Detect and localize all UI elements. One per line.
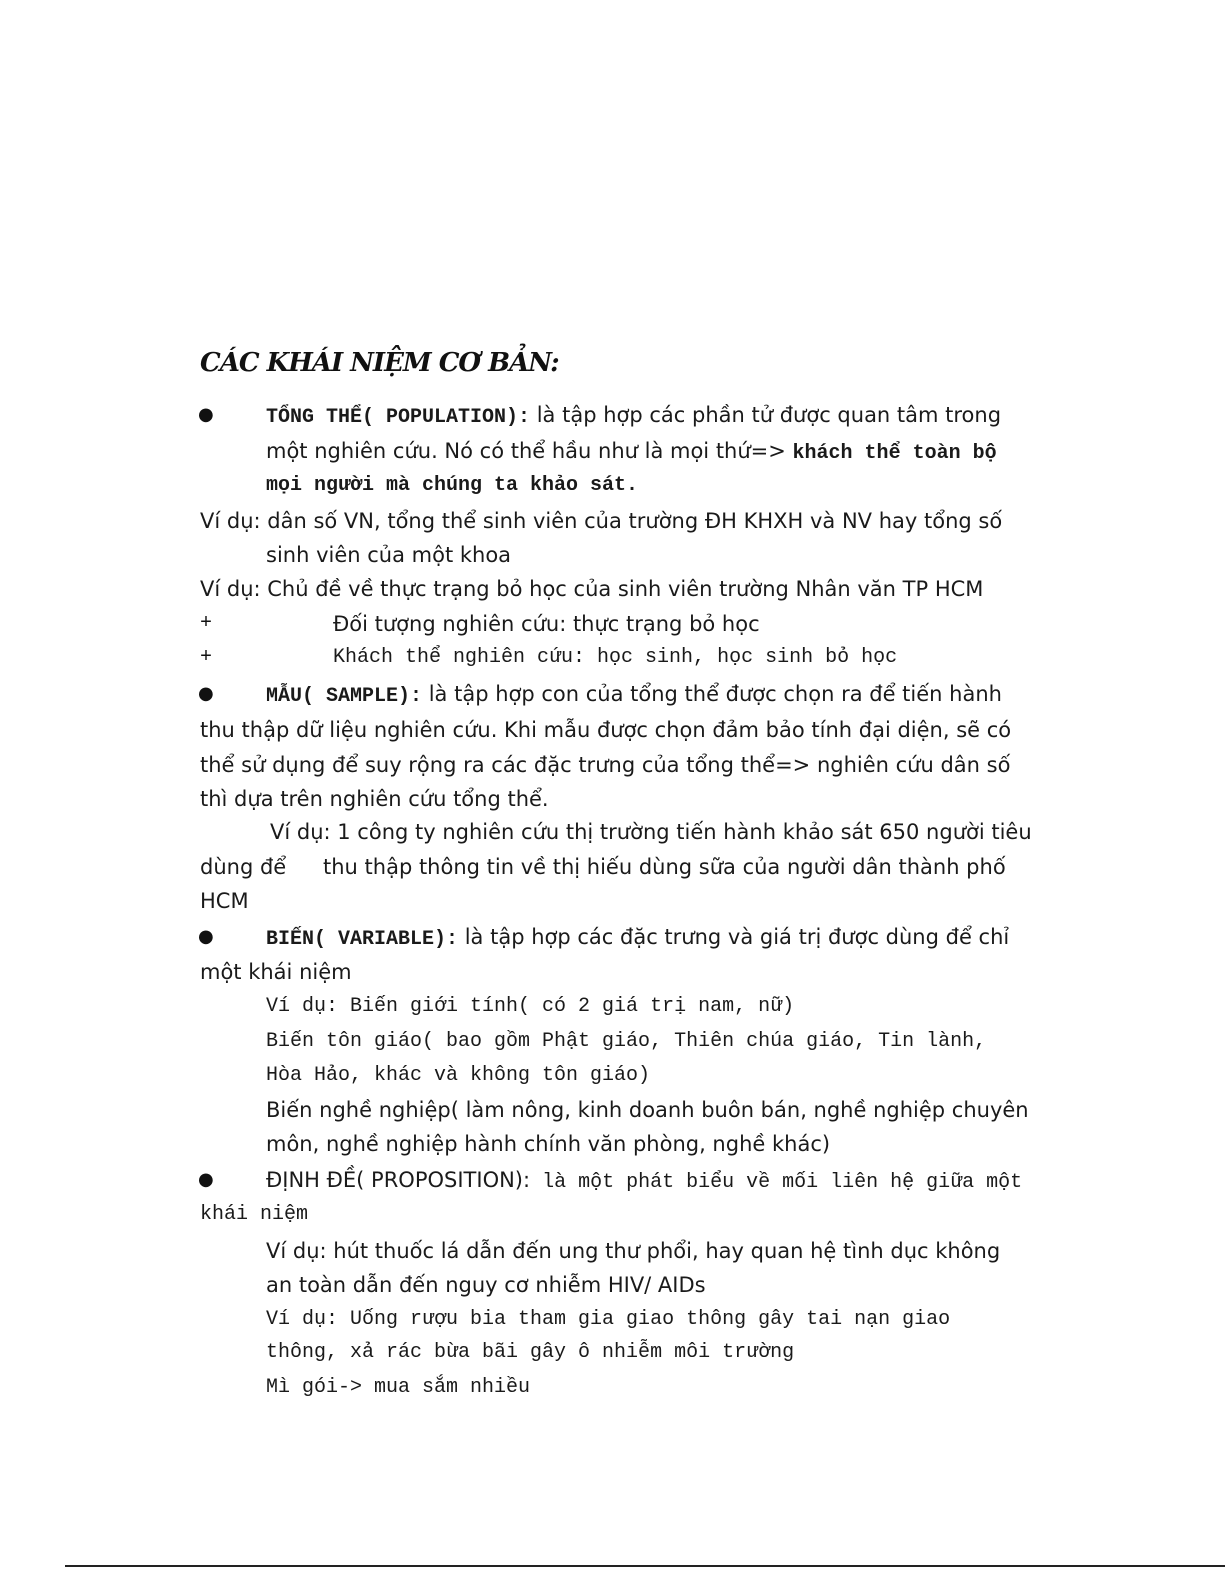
variable-line-1 — [266, 922, 1009, 955]
sample-term: MẪU( SAMPLE): — [266, 685, 423, 708]
proposition-line-1 — [266, 1165, 1022, 1198]
bullet-icon: ● — [198, 404, 214, 425]
proposition-example-2-line-1: Ví dụ: Uống rượu bia tham gia giao thông gây tai nạn giao — [266, 1308, 951, 1331]
variable-example-1: Ví dụ: Biến giới tính( có 2 giá trị nam, nữ) — [266, 995, 795, 1018]
sample-example-line-2b: thu thập thông tin về thị hiếu dùng sữa của người dân thành phố — [323, 855, 1006, 879]
population-example-1-line-2: sinh viên của một khoa — [266, 543, 512, 567]
variable-example-2-line-1: Biến tôn giáo( bao gồm Phật giáo, Thiên chúa giáo, Tin lành, — [266, 1030, 987, 1053]
sample-example-line-2a: dùng để — [200, 855, 287, 879]
variable-def-1: là tập hợp các đặc trưng và giá trị được dùng để chỉ — [458, 925, 1010, 949]
population-def-1: là tập hợp các phần tử được quan tâm trong — [530, 403, 1002, 427]
bullet-icon: ● — [198, 683, 214, 704]
population-sub-2: Khách thể nghiên cứu: học sinh, học sinh bỏ học — [333, 646, 898, 669]
sample-example-line-3: HCM — [200, 889, 249, 913]
proposition-def-1: là một phát biểu về mối liên hệ giữa một — [530, 1171, 1023, 1194]
variable-term: BIẾN( VARIABLE): — [266, 928, 459, 951]
section-title: CÁC KHÁI NIỆM CƠ BẢN: — [200, 348, 559, 378]
variable-def-2: một khái niệm — [200, 960, 352, 984]
proposition-example-1-line-1: Ví dụ: hút thuốc lá dẫn đến ung thư phổi, hay quan hệ tình dục không — [266, 1239, 1001, 1263]
sample-def-2: thu thập dữ liệu nghiên cứu. Khi mẫu được chọn đảm bảo tính đại diện, sẽ có — [200, 718, 1012, 742]
population-example-2: Ví dụ: Chủ đề về thực trạng bỏ học của sinh viên trường Nhân văn TP HCM — [200, 577, 984, 601]
population-def-3-bold: mọi người mà chúng ta khảo sát. — [266, 474, 639, 497]
sample-def-3: thể sử dụng để suy rộng ra các đặc trưng của tổng thể=> nghiên cứu dân số — [200, 753, 1011, 777]
population-line-1 — [266, 400, 1001, 433]
population-def-2: một nghiên cứu. Nó có thể hầu như là mọi thứ=> — [266, 439, 793, 463]
sample-def-1: là tập hợp con của tổng thể được chọn ra để tiến hành — [422, 682, 1002, 706]
plus-icon: + — [200, 646, 213, 669]
population-def-2-bold: khách thể toàn bộ — [792, 442, 997, 465]
proposition-def-2: khái niệm — [200, 1203, 309, 1226]
bullet-icon: ● — [198, 1169, 214, 1190]
sample-line-1 — [266, 679, 1002, 712]
plus-icon: + — [200, 612, 213, 635]
proposition-example-3: Mì gói-> mua sắm nhiều — [266, 1376, 531, 1399]
proposition-term: ĐỊNH ĐỀ( PROPOSITION): — [266, 1168, 531, 1192]
variable-example-3-line-2: môn, nghề nghiệp hành chính văn phòng, nghề khác) — [266, 1132, 831, 1156]
proposition-example-1-line-2: an toàn dẫn đến nguy cơ nhiễm HIV/ AIDs — [266, 1273, 706, 1297]
variable-example-3-line-1: Biến nghề nghiệp( làm nông, kinh doanh buôn bán, nghề nghiệp chuyên — [266, 1098, 1029, 1122]
page-bottom-rule — [65, 1565, 1225, 1567]
bullet-icon: ● — [198, 926, 214, 947]
sample-example-line-1: Ví dụ: 1 công ty nghiên cứu thị trường tiến hành khảo sát 650 người tiêu — [270, 820, 1032, 844]
population-example-1-line-1: Ví dụ: dân số VN, tổng thể sinh viên của trường ĐH KHXH và NV hay tổng số — [200, 509, 1003, 533]
population-sub-1: Đối tượng nghiên cứu: thực trạng bỏ học — [333, 612, 760, 636]
population-term: TỔNG THỂ( POPULATION): — [266, 406, 531, 429]
variable-example-2-line-2: Hòa Hảo, khác và không tôn giáo) — [266, 1064, 651, 1087]
population-line-2 — [266, 436, 997, 469]
sample-def-4: thì dựa trên nghiên cứu tổng thể. — [200, 787, 549, 811]
proposition-example-2-line-2: thông, xả rác bừa bãi gây ô nhiễm môi trường — [266, 1341, 795, 1364]
